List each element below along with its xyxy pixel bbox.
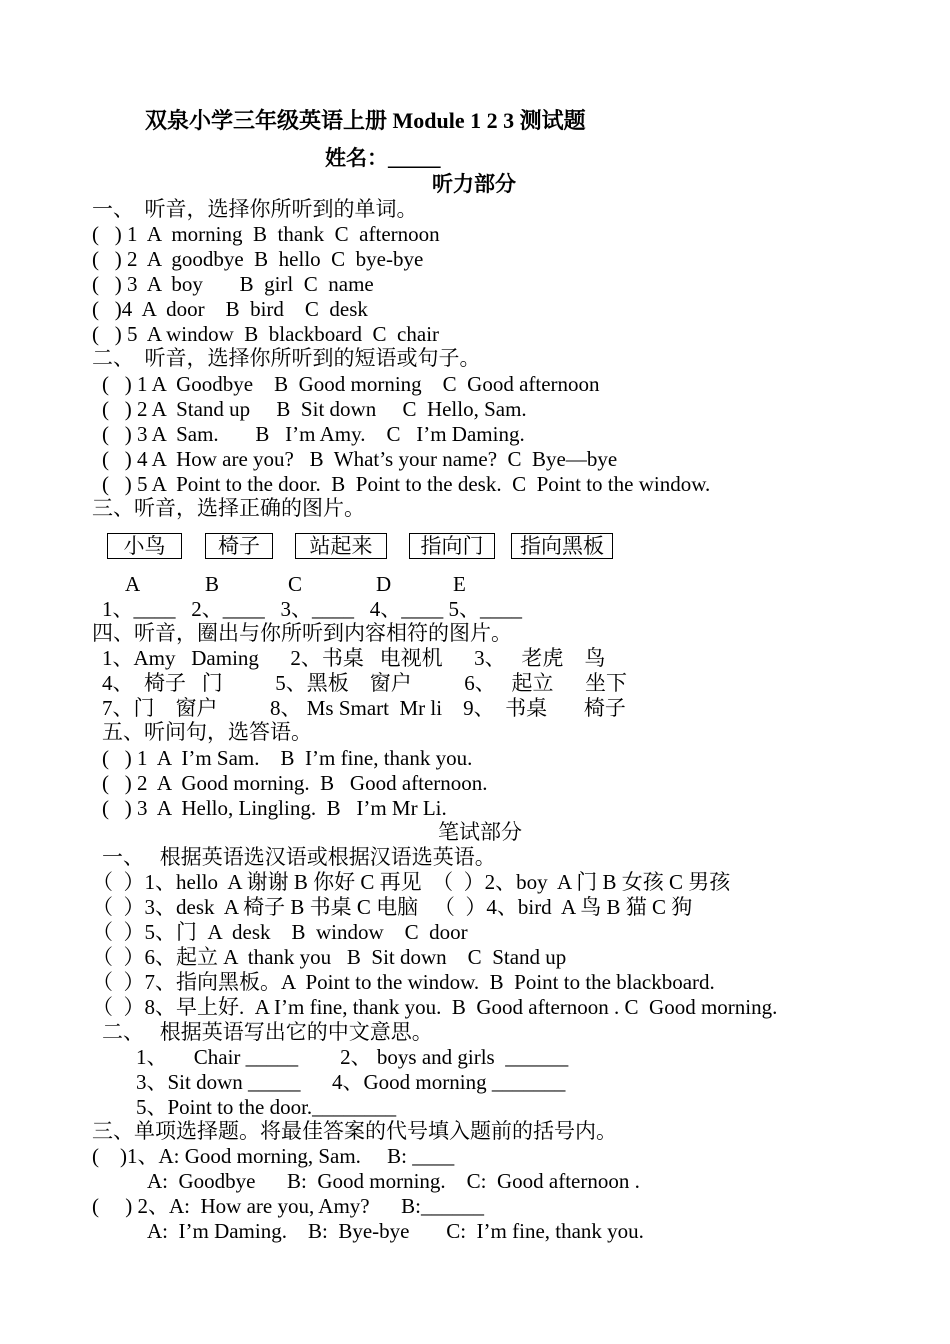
answer-blanks: 1、____ 2、____ 3、____ 4、____ 5、____ <box>102 597 522 621</box>
question-item: ( ) 1 A Goodbye B Good morning C Good afternoon <box>102 372 600 396</box>
option-letter: A <box>125 572 141 596</box>
question-item: 1、 Chair _____ 2、 boys and girls ______ <box>136 1045 569 1069</box>
question-item: （ ）6、起立 A thank you B Sit down C Stand up <box>92 945 567 969</box>
question-item: ( ) 1 A I’m Sam. B I’m fine, thank you. <box>102 746 473 770</box>
option-letter: E <box>453 572 466 596</box>
section-heading: 一、 听音，选择你所听到的单词。 <box>92 197 418 221</box>
question-item: ( ) 3 A Sam. B I’m Amy. C I’m Daming. <box>102 422 525 446</box>
picture-box: 小鸟 <box>107 533 182 559</box>
question-item: ( ) 2 A Stand up B Sit down C Hello, Sam. <box>102 397 527 421</box>
question-item: 4、 椅子 门 5、黑板 窗户 6、 起立 坐下 <box>102 671 627 695</box>
question-item: ( )1、A: Good morning, Sam. B: ____ <box>92 1144 455 1168</box>
option-letter: C <box>288 572 303 596</box>
question-item: ( )4 A door B bird C desk <box>92 297 368 321</box>
question-item: ( ) 1 A morning B thank C afternoon <box>92 222 440 246</box>
picture-box: 椅子 <box>205 533 273 559</box>
section-heading: 三、听音，选择正确的图片。 <box>92 496 365 520</box>
listening-section-title: 听力部分 <box>432 172 516 196</box>
question-item: （ ）1、hello A 谢谢 B 你好 C 再见 （ ）2、boy A 门 B 女孩 C 男孩 <box>92 870 731 894</box>
section-heading: 二、 听音，选择你所听到的短语或句子。 <box>92 346 481 370</box>
written-section-title: 笔试部分 <box>438 820 522 844</box>
section-heading: 五、听问句，选答语。 <box>102 720 312 744</box>
picture-box: 指向门 <box>409 533 495 559</box>
question-item: ( ) 2 A goodbye B hello C bye-bye <box>92 247 424 271</box>
question-item: 5、Point to the door.________ <box>136 1095 397 1119</box>
question-item: ( ) 2 A Good morning. B Good afternoon. <box>102 771 488 795</box>
page-title: 双泉小学三年级英语上册 Module 1 2 3 测试题 <box>145 108 586 133</box>
question-item: ( ) 4 A How are you? B What’s your name? C Bye—bye <box>102 447 618 471</box>
option-letter: B <box>205 572 220 596</box>
question-item: ( ) 3 A Hello, Lingling. B I’m Mr Li. <box>102 796 447 820</box>
section-heading: 三、单项选择题。将最佳答案的代号填入题前的括号内。 <box>92 1119 617 1143</box>
option-letter: D <box>376 572 392 596</box>
question-item: ( ) 5 A window B blackboard C chair <box>92 322 440 346</box>
answer-options: A: Goodbye B: Good morning. C: Good afternoon . <box>147 1169 640 1193</box>
question-item: 7、门 窗户 8、 Ms Smart Mr li 9、 书桌 椅子 <box>102 696 626 720</box>
question-item: 3、Sit down _____ 4、Good morning _______ <box>136 1070 566 1094</box>
name-field: 姓名：_____ <box>325 146 441 170</box>
picture-box: 指向黑板 <box>511 533 613 559</box>
answer-options: A: I’m Daming. B: Bye-bye C: I’m fine, thank you. <box>147 1219 644 1243</box>
question-item: （ ）8、早上好. A I’m fine, thank you. B Good afternoon . C Good morning. <box>92 995 778 1019</box>
section-heading: 四、听音，圈出与你所听到内容相符的图片。 <box>92 621 512 645</box>
section-heading: 二、 根据英语写出它的中文意思。 <box>102 1020 433 1044</box>
picture-box: 站起来 <box>295 533 387 559</box>
section-heading: 一、 根据英语选汉语或根据汉语选英语。 <box>102 845 496 869</box>
question-item: （ ）5、门 A desk B window C door <box>92 920 468 944</box>
question-item: ( ) 3 A boy B girl C name <box>92 272 374 296</box>
question-item: （ ）3、desk A 椅子 B 书桌 C 电脑 （ ）4、bird A 鸟 B 猫 C 狗 <box>92 895 693 919</box>
question-item: ( ) 2、A: How are you, Amy? B:______ <box>92 1194 484 1218</box>
question-item: 1、Amy Daming 2、书桌 电视机 3、 老虎 鸟 <box>102 646 606 670</box>
question-item: ( ) 5 A Point to the door. B Point to the desk. C Point to the window. <box>102 472 711 496</box>
question-item: （ ）7、指向黑板。A Point to the window. B Point to the blackboard. <box>92 970 715 994</box>
